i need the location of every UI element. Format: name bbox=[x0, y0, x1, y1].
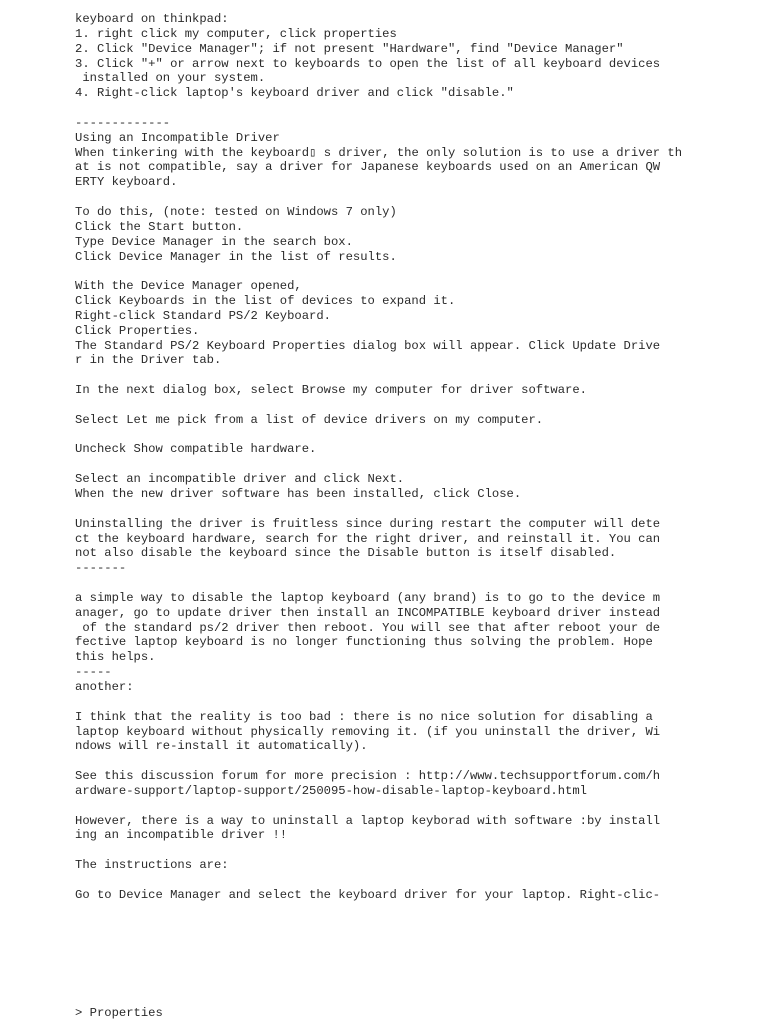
document-line: ardware-support/laptop-support/250095-how-disable-laptop-keyboard.html bbox=[75, 783, 587, 798]
document-line: Using an Incompatible Driver bbox=[75, 130, 280, 145]
document-line: a simple way to disable the laptop keyboard (any brand) is to go to the device m bbox=[75, 590, 661, 605]
document-line: of the standard ps/2 driver then reboot. You will see that after reboot your de bbox=[75, 620, 661, 635]
document-line: ------- bbox=[75, 561, 127, 576]
document-line bbox=[75, 428, 755, 443]
document-line: 4. Right-click laptop's keyboard driver and click "disable." bbox=[75, 86, 514, 101]
document-line: Select an incompatible driver and click Next. bbox=[75, 472, 405, 487]
document-line: ct the keyboard hardware, search for the right driver, and reinstall it. You can bbox=[75, 531, 661, 546]
document-line: ndows will re-install it automatically). bbox=[75, 739, 368, 754]
document-line bbox=[75, 799, 755, 814]
document-line: 2. Click "Device Manager"; if not present "Hardware", find "Device Manager" bbox=[75, 41, 624, 56]
document-line bbox=[75, 695, 755, 710]
document-line bbox=[75, 368, 755, 383]
document-line: 1. right click my computer, click properties bbox=[75, 26, 397, 41]
document-line: at is not compatible, say a driver for Japanese keyboards used on an American QW bbox=[75, 160, 661, 175]
document-line: Type Device Manager in the search box. bbox=[75, 234, 353, 249]
document-line: The Standard PS/2 Keyboard Properties dialog box will appear. Click Update Drive bbox=[75, 338, 661, 353]
document-line: Uncheck Show compatible hardware. bbox=[75, 442, 317, 457]
document-line: Go to Device Manager and select the keyboard driver for your laptop. Right-clic- bbox=[75, 887, 661, 902]
document-line: ------------- bbox=[75, 115, 171, 130]
document-line: Click Keyboards in the list of devices to expand it. bbox=[75, 294, 456, 309]
document-line: See this discussion forum for more precision : http://www.techsupportforum.com/h bbox=[75, 769, 661, 784]
document-line: Click the Start button. bbox=[75, 219, 244, 234]
document-line bbox=[75, 398, 755, 413]
document-line: To do this, (note: tested on Windows 7 only) bbox=[75, 204, 397, 219]
document-line bbox=[75, 457, 755, 472]
document-line: r in the Driver tab. bbox=[75, 353, 222, 368]
document-line: However, there is a way to uninstall a laptop keyborad with software :by install bbox=[75, 813, 661, 828]
document-line: this helps. bbox=[75, 650, 156, 665]
document-line: When the new driver software has been installed, click Close. bbox=[75, 487, 522, 501]
document-line: When tinkering with the keyboard▯ s driver, the only solution is to use a driver th bbox=[75, 145, 683, 160]
document-line: installed on your system. bbox=[75, 71, 266, 86]
document-line: Right-click Standard PS/2 Keyboard. bbox=[75, 308, 331, 323]
document-line: another: bbox=[75, 679, 134, 694]
document-line: In the next dialog box, select Browse my computer for driver software. bbox=[75, 383, 587, 398]
document-line: Click Device Manager in the list of results. bbox=[75, 249, 397, 264]
document-body bbox=[75, 12, 755, 903]
document-line: keyboard on thinkpad: bbox=[75, 12, 229, 26]
document-line bbox=[75, 502, 755, 517]
document-line: ----- bbox=[75, 665, 112, 680]
document-line: laptop keyboard without physically removing it. (if you uninstall the driver, Wi bbox=[75, 724, 661, 739]
document-line bbox=[75, 190, 755, 205]
properties-footer-line: > Properties bbox=[75, 1006, 163, 1020]
document-line bbox=[75, 873, 755, 888]
document-line bbox=[75, 843, 755, 858]
document-line: ing an incompatible driver !! bbox=[75, 828, 288, 843]
document-line: Select Let me pick from a list of device drivers on my computer. bbox=[75, 412, 544, 427]
document-line: Click Properties. bbox=[75, 323, 200, 338]
document-line: fective laptop keyboard is no longer functioning thus solving the problem. Hope bbox=[75, 635, 653, 650]
document-line: anager, go to update driver then install an INCOMPATIBLE keyboard driver instead bbox=[75, 605, 661, 620]
document-line: Uninstalling the driver is fruitless since during restart the computer will dete bbox=[75, 516, 661, 531]
document-line bbox=[75, 576, 755, 591]
document-line: 3. Click "+" or arrow next to keyboards to open the list of all keyboard devices bbox=[75, 56, 661, 71]
document-line: I think that the reality is too bad : there is no nice solution for disabling a bbox=[75, 709, 653, 724]
document-line bbox=[75, 754, 755, 769]
document-line: The instructions are: bbox=[75, 858, 229, 873]
document-line: With the Device Manager opened, bbox=[75, 279, 302, 294]
document-line: not also disable the keyboard since the Disable button is itself disabled. bbox=[75, 546, 617, 561]
document-line bbox=[75, 264, 755, 279]
document-line bbox=[75, 101, 755, 116]
document-line: ERTY keyboard. bbox=[75, 175, 178, 190]
